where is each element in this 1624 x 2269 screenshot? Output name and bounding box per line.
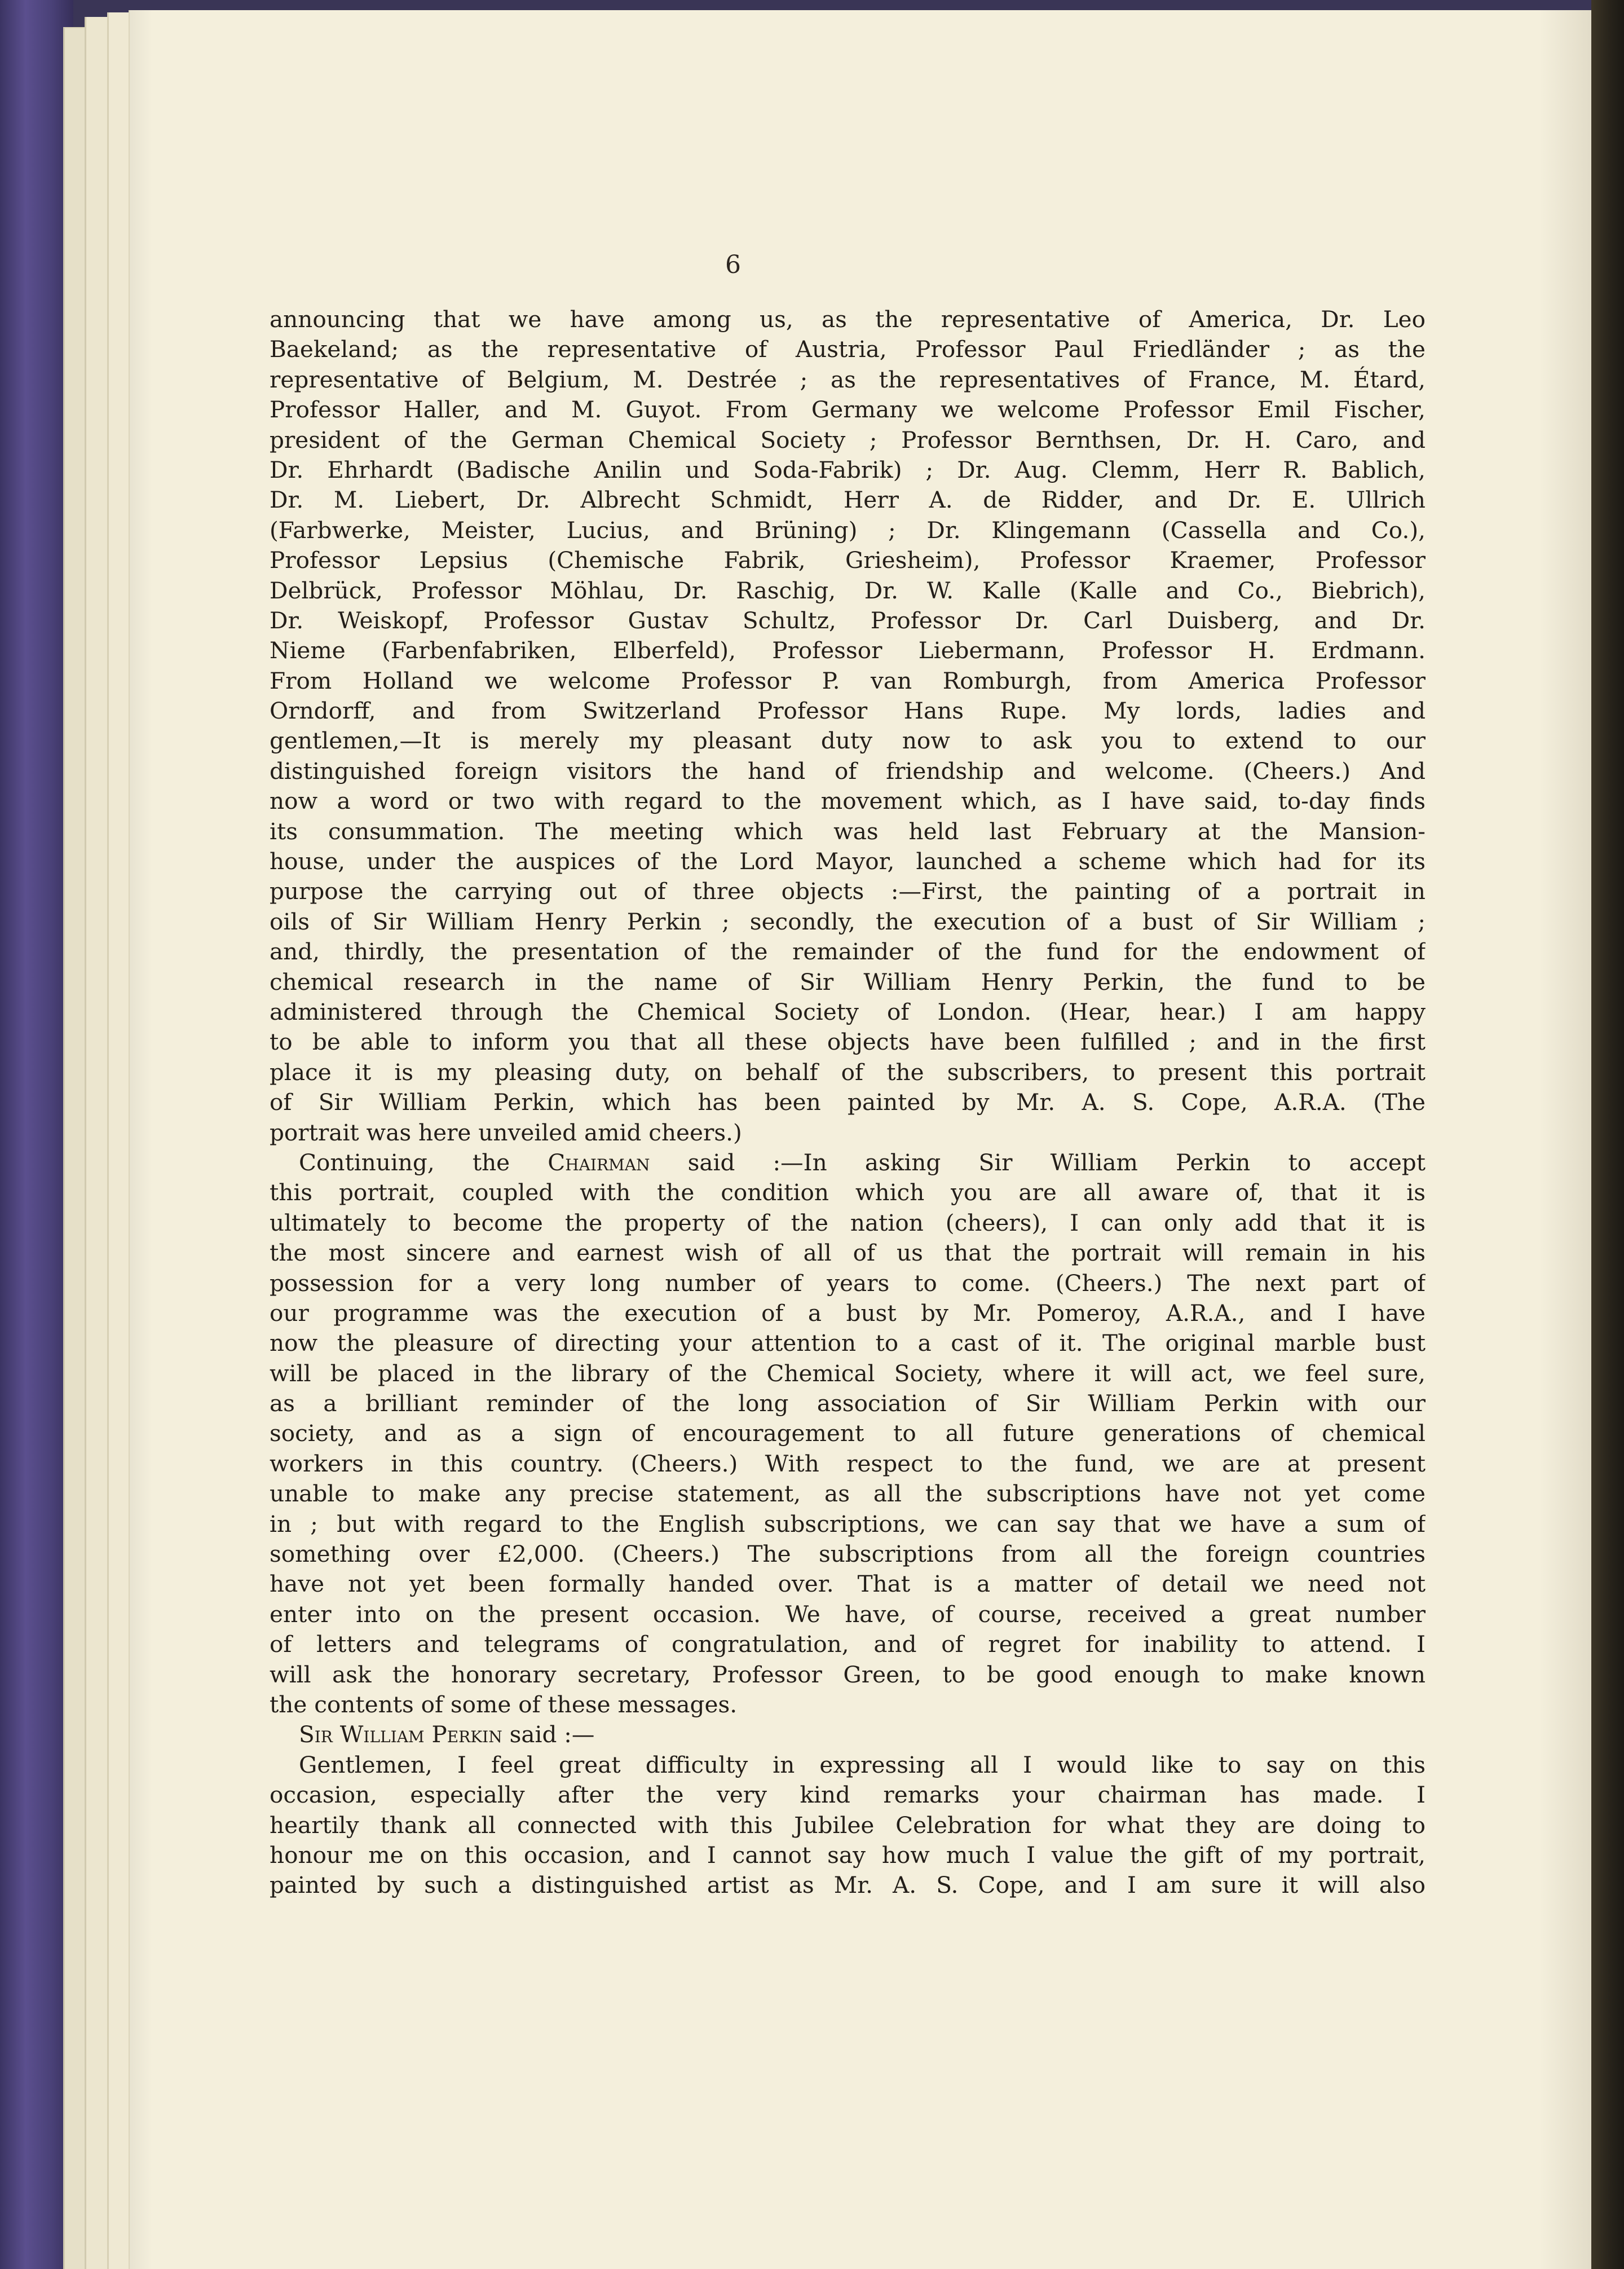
- text-line: [270, 1148, 1426, 1178]
- text-line: Professor Haller, and M. Guyot. From Germany we welcome Professor Emil Fischer,: [270, 396, 1426, 424]
- text-line: gentlemen,—It is merely my pleasant duty now to ask you to extend to our: [270, 727, 1426, 755]
- text-line: chemical research in the name of Sir William Henry Perkin, the fund to be: [270, 968, 1426, 995]
- text-line: ultimately to become the property of the nation (cheers), I can only add that it is: [270, 1209, 1426, 1236]
- text-line: Gentlemen, I feel great difficulty in expressing all I would like to say on this: [299, 1751, 1426, 1778]
- body-text: [270, 305, 1426, 1901]
- page-number: 6: [725, 250, 741, 279]
- text-line: painted by such a distinguished artist as Mr. A. S. Cope, and I am sure it will also: [270, 1871, 1426, 1899]
- text-run: Continuing, the: [299, 1148, 548, 1176]
- text-line: Orndorff, and from Switzerland Professor Hans Rupe. My lords, ladies and: [270, 697, 1426, 725]
- text-line: unable to make any precise statement, as all the subscriptions have not yet come: [270, 1480, 1426, 1508]
- text-line: something over £2,000. (Cheers.) The subscriptions from all the foreign countries: [270, 1540, 1426, 1568]
- text-line: Dr. Ehrhardt (Badische Anilin und Soda-Fabrik) ; Dr. Aug. Clemm, Herr R. Bablich,: [270, 456, 1426, 483]
- text-line: [270, 1720, 1426, 1750]
- text-line: announcing that we have among us, as the representative of America, Dr. Leo: [270, 306, 1426, 333]
- text-line: Nieme (Farbenfabriken, Elberfeld), Professor Liebermann, Professor H. Erdmann.: [270, 637, 1426, 664]
- text-line: purpose the carrying out of three objects :—First, the painting of a portrait in: [270, 878, 1426, 905]
- paragraph: [270, 1720, 1426, 1750]
- text-line: and, thirdly, the presentation of the remainder of the fund for the endowment of: [270, 938, 1426, 966]
- text-line: distinguished foreign visitors the hand of friendship and welcome. (Cheers.) And: [270, 757, 1426, 785]
- speaker-name: Chairman: [548, 1148, 650, 1176]
- paragraph: [270, 305, 1426, 1148]
- text-line: workers in this country. (Cheers.) With respect to the fund, we are at present: [270, 1449, 1426, 1477]
- text-line: the most sincere and earnest wish of all of us that the portrait will remain in his: [270, 1239, 1426, 1267]
- text-line: of Sir William Perkin, which has been painted by Mr. A. S. Cope, A.R.A. (The: [270, 1089, 1426, 1116]
- text-line: heartily thank all connected with this Jubilee Celebration for what they are doing to: [270, 1811, 1426, 1839]
- text-line: (Farbwerke, Meister, Lucius, and Brüning) ; Dr. Klingemann (Cassella and Co.),: [270, 516, 1426, 544]
- text-line: president of the German Chemical Society ; Professor Bernthsen, Dr. H. Caro, and: [270, 426, 1426, 453]
- text-line: oils of Sir William Henry Perkin ; secondly, the execution of a bust of Sir William ;: [270, 907, 1426, 935]
- text-line: portrait was here unveiled amid cheers.): [270, 1118, 742, 1146]
- text-line: occasion, especially after the very kind remarks your chairman has made. I: [270, 1781, 1426, 1809]
- book-cover-right: [1591, 0, 1624, 2269]
- paragraph: [270, 1148, 1426, 1720]
- text-line: now the pleasure of directing your attention to a cast of it. The original marble bust: [270, 1329, 1426, 1357]
- speaker-name: Sir William Perkin: [299, 1721, 502, 1748]
- text-line: Professor Lepsius (Chemische Fabrik, Griesheim), Professor Kraemer, Professor: [270, 547, 1426, 574]
- text-line: will be placed in the library of the Chemical Society, where it will act, we feel sure,: [270, 1359, 1426, 1387]
- text-line: of letters and telegrams of congratulation, and of regret for inability to attend. I: [270, 1631, 1426, 1658]
- text-line: in ; but with regard to the English subscriptions, we can say that we have a sum of: [270, 1510, 1426, 1537]
- text-line: place it is my pleasing duty, on behalf of the subscribers, to present this portrait: [270, 1058, 1426, 1086]
- book-cover-left: [0, 0, 73, 2269]
- text-line: honour me on this occasion, and I cannot say how much I value the gift of my portrait,: [270, 1841, 1426, 1869]
- text-line: this portrait, coupled with the condition which you are all aware of, that it is: [270, 1179, 1426, 1206]
- text-line: enter into on the present occasion. We have, of course, received a great number: [270, 1600, 1426, 1628]
- text-line: representative of Belgium, M. Destrée ; as the representatives of France, M. Étard,: [270, 365, 1426, 393]
- text-line: will ask the honorary secretary, Professor Green, to be good enough to make known: [270, 1660, 1426, 1688]
- text-line: Baekeland; as the representative of Austria, Professor Paul Friedländer ; as the: [270, 336, 1426, 363]
- text-line: to be able to inform you that all these objects have been fulfilled ; and in the first: [270, 1028, 1426, 1056]
- text-line: now a word or two with regard to the movement which, as I have said, to-day finds: [270, 787, 1426, 815]
- text-line: Dr. M. Liebert, Dr. Albrecht Schmidt, Herr A. de Ridder, and Dr. E. Ullrich: [270, 486, 1426, 514]
- text-line: house, under the auspices of the Lord Mayor, launched a scheme which had for its: [270, 848, 1426, 875]
- text-line: its consummation. The meeting which was held last February at the Mansion-: [270, 817, 1426, 845]
- text-line: Delbrück, Professor Möhlau, Dr. Raschig, Dr. W. Kalle (Kalle and Co., Biebrich),: [270, 576, 1426, 604]
- text-run: said :—: [502, 1721, 595, 1748]
- text-run: said :—In asking Sir William Perkin to accept: [650, 1148, 1426, 1176]
- text-line: as a brilliant reminder of the long association of Sir William Perkin with our: [270, 1390, 1426, 1417]
- text-line: Dr. Weiskopf, Professor Gustav Schultz, Professor Dr. Carl Duisberg, and Dr.: [270, 606, 1426, 634]
- text-line: have not yet been formally handed over. That is a matter of detail we need not: [270, 1570, 1426, 1598]
- text-line: possession for a very long number of years to come. (Cheers.) The next part of: [270, 1269, 1426, 1297]
- text-line: From Holland we welcome Professor P. van Romburgh, from America Professor: [270, 667, 1426, 694]
- text-line: society, and as a sign of encouragement to all future generations of chemical: [270, 1420, 1426, 1447]
- paragraph: [270, 1750, 1426, 1901]
- text-line: our programme was the execution of a bust by Mr. Pomeroy, A.R.A., and I have: [270, 1299, 1426, 1327]
- text-line: administered through the Chemical Society of London. (Hear, hear.) I am happy: [270, 998, 1426, 1025]
- text-line: the contents of some of these messages.: [270, 1690, 738, 1718]
